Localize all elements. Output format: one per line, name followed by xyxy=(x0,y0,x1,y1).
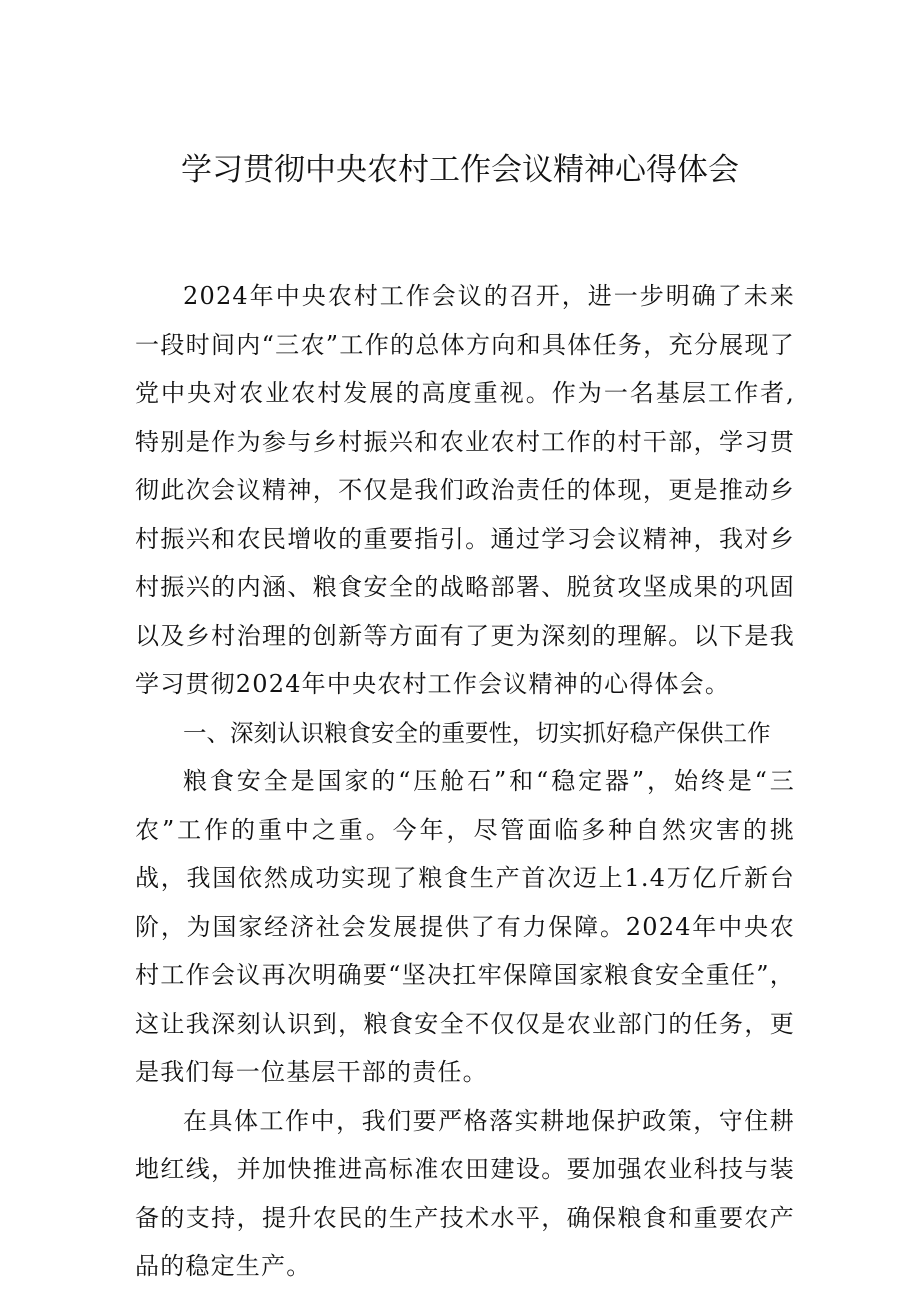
intro-paragraph: 2024年中央农村工作会议的召开，进一步明确了未来一段时间内“三农”工作的总体方向和具体任务，充分展现了党中央对农业农村发展的高度重视。作为一名基层工作者,特别是作为参与乡村振兴和农业农村工作的村干部，学习贯彻此次会议精神，不仅是我们政治责任的体现，更是推动乡村振兴和农民增收的重要指引。通过学习会议精神，我对乡村振兴的内涵、粮食安全的战略部署、脱贫攻坚成果的巩固以及乡村治理的创新等方面有了更为深刻的理解。以下是我学习贯彻2024年中央农村工作会议精神的心得体会。 xyxy=(135,282,795,698)
document-body xyxy=(135,272,795,1291)
grain-security-paragraph: 粮食安全是国家的“压舱石”和“稳定器”，始终是“三农”工作的重中之重。今年，尽管面临多种自然灾害的挑战，我国依然成功实现了粮食生产首次迈上1.4万亿斤新台阶，为国家经济社会发展提供了有力保障。2024年中央农村工作会议再次明确要“坚决扛牢保障国家粮食安全重任”，这让我深刻认识到，粮食安全不仅仅是农业部门的任务，更是我们每一位基层干部的责任。 xyxy=(135,767,795,1086)
section-heading: 一、深刻认识粮食安全的重要性，切实抓好稳产保供工作 xyxy=(183,718,771,747)
specific-work-paragraph: 在具体工作中，我们要严格落实耕地保护政策，守住耕地红线，并加快推进高标准农田建设。要加强农业科技与装备的支持，提升农民的生产技术水平，确保粮食和重要农产品的稳定生产。 xyxy=(135,1106,795,1280)
document-title: 学习贯彻中央农村工作会议精神心得体会 xyxy=(181,152,739,188)
